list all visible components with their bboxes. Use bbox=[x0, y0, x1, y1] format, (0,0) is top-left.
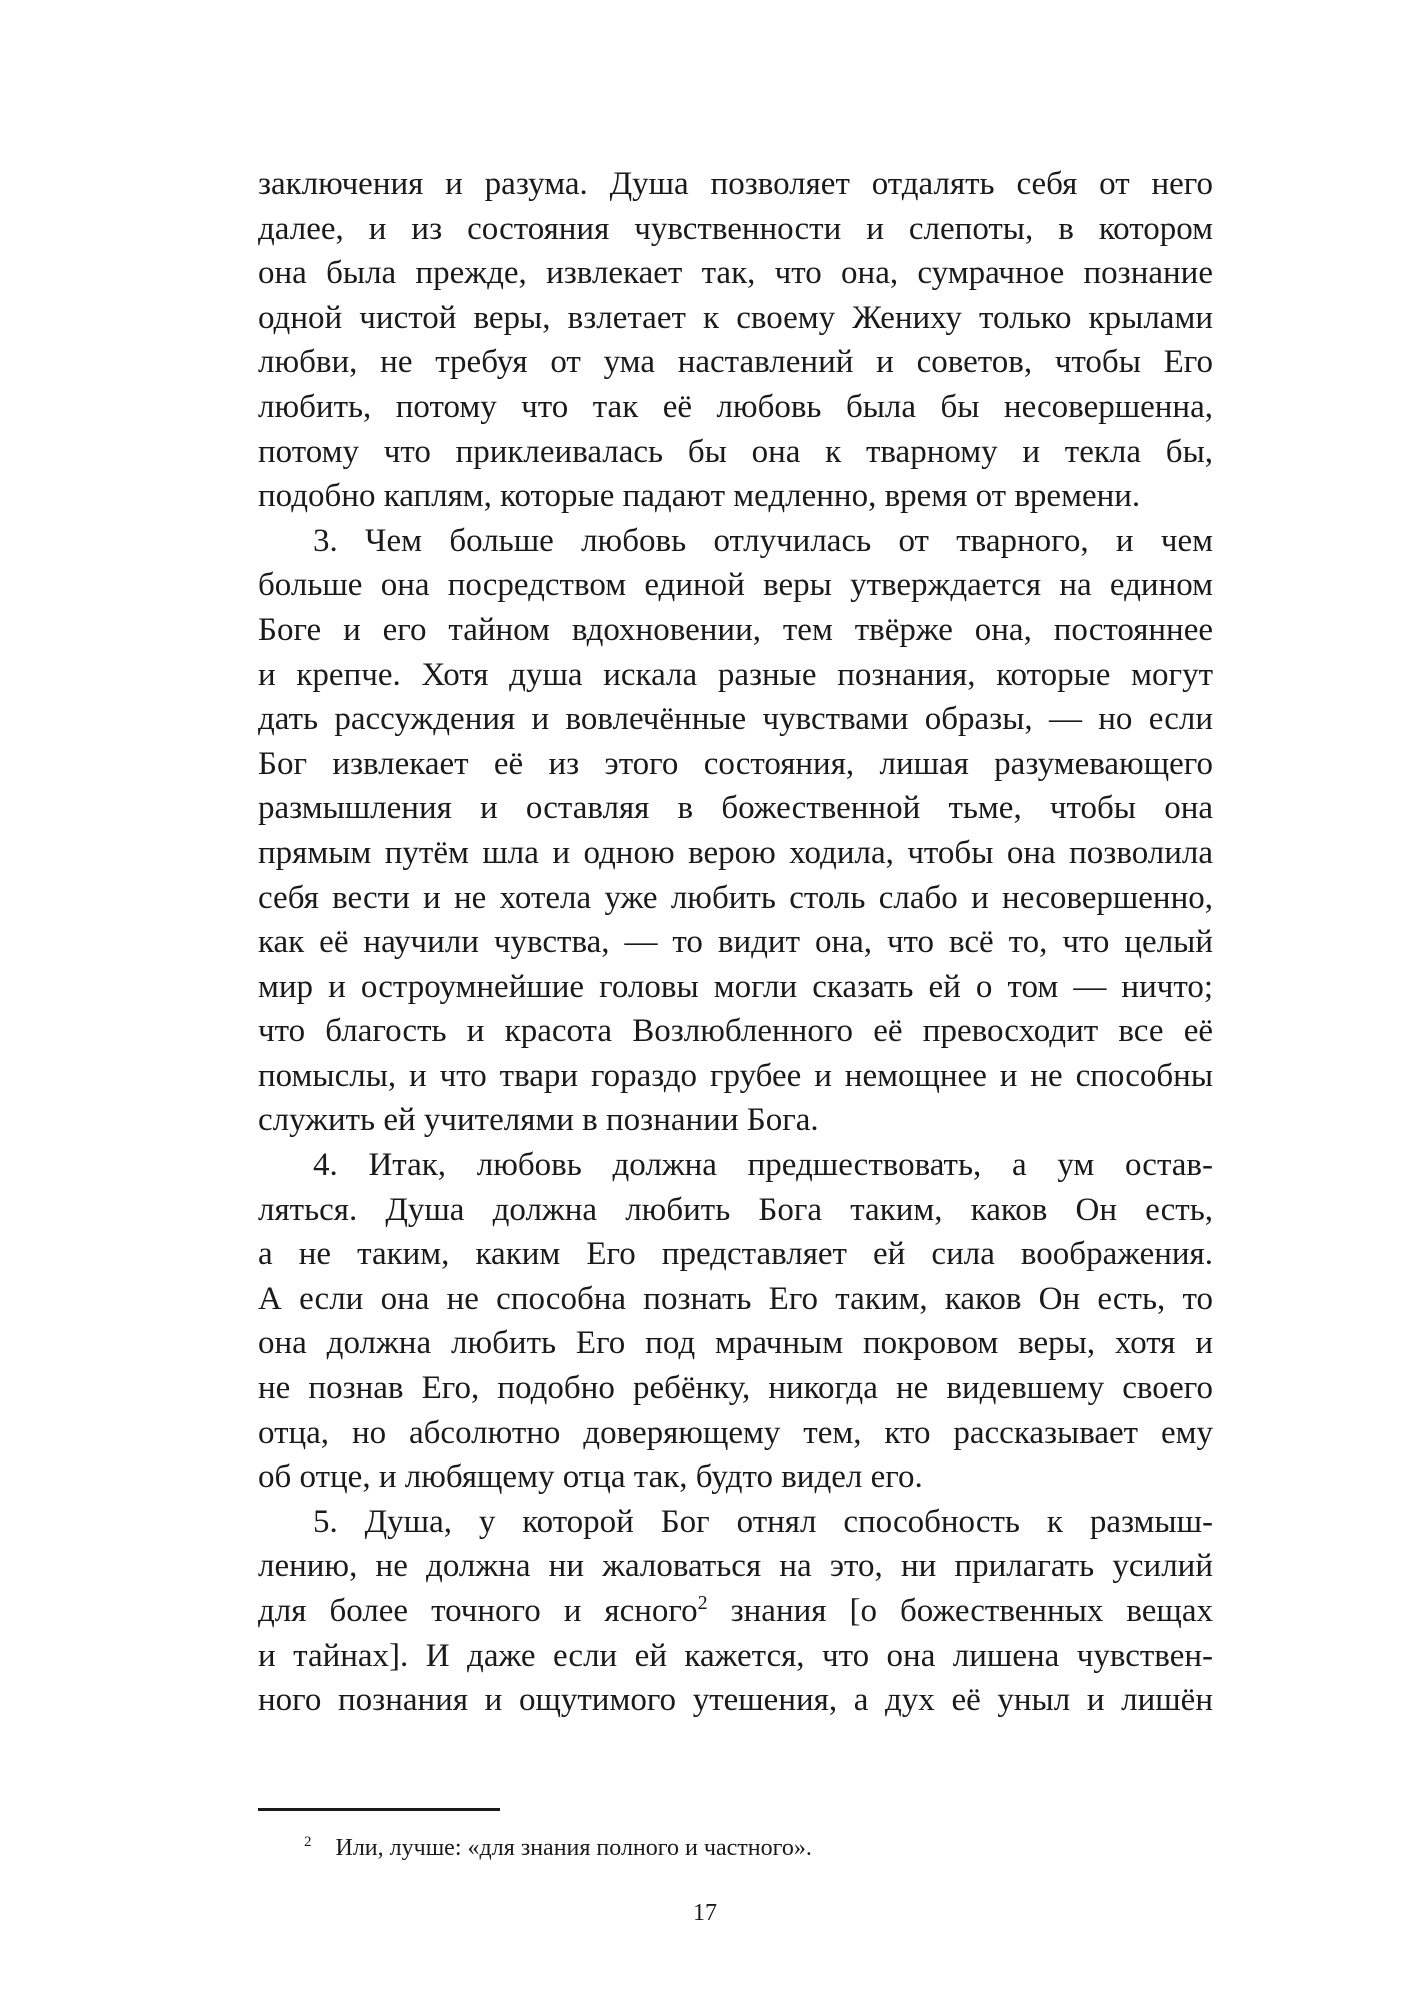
text-line: и тайнах]. И даже если ей кажется, что она лишена чувствен- bbox=[258, 1637, 1213, 1674]
page-number: 17 bbox=[693, 1900, 717, 1926]
text-line: как её научили чувства, — то видит она, что всё то, что целый bbox=[258, 924, 1213, 961]
text-line: помыслы, и что твари гораздо грубее и немощнее и не способны bbox=[258, 1057, 1213, 1094]
text-line: что благость и красота Возлюбленного её превосходит все её bbox=[258, 1013, 1213, 1050]
text-line: потому что приклеивалась бы она к тварному и текла бы, bbox=[258, 433, 1213, 470]
paragraph-5-start: 5. Душа, у которой Бог отнял способность к размыш- bbox=[313, 1503, 1213, 1540]
text-line: об отце, и любящему отца так, будто видел его. bbox=[258, 1459, 923, 1496]
text-line: подобно каплям, которые падают медленно, время от времени. bbox=[258, 478, 1141, 515]
text-line: больше она посредством единой веры утверждается на едином bbox=[258, 567, 1213, 604]
text-line: служить ей учителями в познании Бога. bbox=[258, 1102, 819, 1139]
text-line: Боге и его тайном вдохновении, тем твёрже она, постояннее bbox=[258, 611, 1213, 648]
text-line-with-footnote-ref bbox=[258, 1589, 1213, 1634]
text-line: а не таким, каким Его представляет ей сила воображения. bbox=[258, 1236, 1213, 1273]
text-line: дать рассуждения и вовлечённые чувствами образы, — но если bbox=[258, 701, 1213, 738]
paragraph-3-start: 3. Чем больше любовь отлучилась от тварного, и чем bbox=[313, 522, 1213, 559]
text-line: заключения и разума. Душа позволяет отдалять себя от него bbox=[258, 166, 1213, 202]
footnote-mark: 2 bbox=[304, 1834, 312, 1850]
text-line: А если она не способна познать Его таким, каков Он есть, то bbox=[258, 1280, 1213, 1317]
text-line: и крепче. Хотя душа искала разные познания, которые могут bbox=[258, 656, 1213, 693]
text-fragment: для более точного и ясного bbox=[258, 1593, 698, 1629]
text-line: одной чистой веры, взлетает к своему Жениху только крылами bbox=[258, 299, 1213, 336]
text-line: она была прежде, извлекает так, что она, сумрачное познание bbox=[258, 255, 1213, 292]
text-line: лению, не должна ни жаловаться на это, ни прилагать усилий bbox=[258, 1548, 1213, 1585]
text-line: отца, но абсолютно доверяющему тем, кто рассказывает ему bbox=[258, 1414, 1213, 1451]
text-line: себя вести и не хотела уже любить столь слабо и несовершенно, bbox=[258, 879, 1213, 916]
paragraph-4-start: 4. Итак, любовь должна предшествовать, а ум остав- bbox=[313, 1147, 1213, 1184]
text-line: ляться. Душа должна любить Бога таким, каков Он есть, bbox=[258, 1191, 1213, 1228]
text-line: размышления и оставляя в божественной тьме, чтобы она bbox=[258, 790, 1213, 827]
text-line: далее, и из состояния чувственности и слепоты, в котором bbox=[258, 210, 1213, 247]
footnote-reference[interactable]: 2 bbox=[697, 1592, 708, 1614]
text-line: не познав Его, подобно ребёнку, никогда не видевшему своего bbox=[258, 1370, 1213, 1407]
text-line: ного познания и ощутимого утешения, а дух её уныл и лишён bbox=[258, 1682, 1213, 1719]
body-text bbox=[258, 162, 1213, 1723]
text-line: любить, потому что так её любовь была бы несовершенна, bbox=[258, 388, 1213, 425]
text-line: Бог извлекает её из этого состояния, лишая разумевающего bbox=[258, 745, 1213, 782]
text-line: мир и остроумнейшие головы могли сказать ей о том — ничто; bbox=[258, 968, 1213, 1005]
footnote-separator bbox=[258, 1808, 500, 1811]
text-line: прямым путём шла и одною верою ходила, чтобы она позволила bbox=[258, 834, 1213, 871]
footnote bbox=[304, 1834, 812, 1862]
text-line: любви, не требуя от ума наставлений и советов, чтобы Его bbox=[258, 344, 1213, 381]
text-line: она должна любить Его под мрачным покровом веры, хотя и bbox=[258, 1325, 1213, 1362]
footnote-text: Или, лучше: «для знания полного и частного». bbox=[335, 1835, 812, 1861]
text-fragment: знания [о божественных вещах bbox=[707, 1593, 1213, 1629]
